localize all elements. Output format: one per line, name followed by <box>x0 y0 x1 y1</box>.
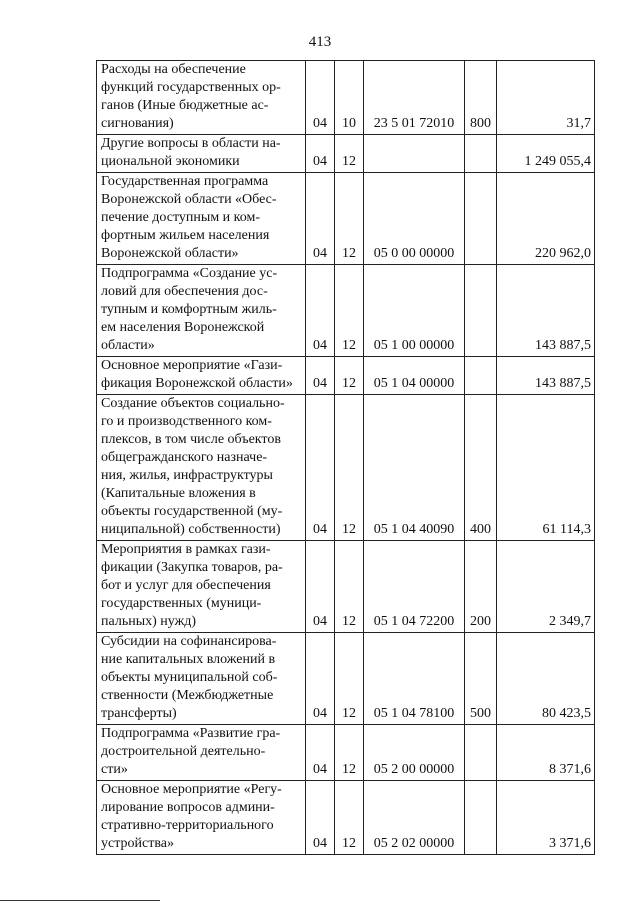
footnote-rule <box>0 900 160 901</box>
target-article-code: 05 1 04 72200 <box>364 541 465 633</box>
expense-name-line: фикация Воронежской области» <box>101 376 293 391</box>
subsection-code: 12 <box>335 781 364 855</box>
target-article-code: 05 1 04 40090 <box>364 395 465 541</box>
expense-name-line: объекты государственной (му- <box>101 504 283 519</box>
expense-name-line: Государственная программа <box>101 174 269 189</box>
expense-name-line: фортным жильем населения <box>101 228 270 243</box>
expense-name-line: ственности (Межбюджетные <box>101 688 274 703</box>
expense-type-code: 500 <box>465 633 497 725</box>
page-number: 413 <box>308 34 332 50</box>
expense-name-line: плексов, в том числе объектов <box>101 432 281 447</box>
section-code: 04 <box>306 395 335 541</box>
section-code: 04 <box>306 781 335 855</box>
expense-name <box>97 725 306 781</box>
table-row <box>97 395 595 541</box>
amount: 8 371,6 <box>497 725 595 781</box>
table-row <box>97 633 595 725</box>
subsection-code: 12 <box>335 541 364 633</box>
section-code: 04 <box>306 135 335 173</box>
section-code: 04 <box>306 265 335 357</box>
expense-name-line: функций государственных ор- <box>101 80 281 95</box>
table-row <box>97 265 595 357</box>
subsection-code: 12 <box>335 725 364 781</box>
expense-name-line: Воронежской области» <box>101 246 239 261</box>
section-code: 04 <box>306 61 335 135</box>
budget-table <box>96 60 595 855</box>
expense-name-line: тупным и комфортным жиль- <box>101 302 277 317</box>
subsection-code: 12 <box>335 265 364 357</box>
expense-name-line: пальных) нужд) <box>101 614 197 629</box>
expense-name-line: ние капитальных вложений в <box>101 652 276 667</box>
expense-name-line: сигнования) <box>101 116 174 131</box>
target-article-code: 05 1 04 78100 <box>364 633 465 725</box>
expense-name-line: печение доступным и ком- <box>101 210 261 225</box>
amount: 61 114,3 <box>497 395 595 541</box>
expense-name-line: ния, жилья, инфраструктуры <box>101 468 273 483</box>
expense-name-line: Расходы на обеспечение <box>101 62 246 77</box>
expense-name-line: го и производственного ком- <box>101 414 272 429</box>
expense-name-line: стративно-территориального <box>101 818 274 833</box>
budget-table-body <box>97 61 595 855</box>
table-row <box>97 725 595 781</box>
expense-name-line: объекты муниципальной соб- <box>101 670 278 685</box>
expense-type-code <box>465 357 497 395</box>
expense-name-line: Воронежской области «Обес- <box>101 192 277 207</box>
amount: 80 423,5 <box>497 633 595 725</box>
amount: 1 249 055,4 <box>497 135 595 173</box>
expense-name-line: Основное мероприятие «Регу- <box>101 782 282 797</box>
expense-name-line: устройства» <box>101 836 174 851</box>
table-row <box>97 61 595 135</box>
section-code: 04 <box>306 173 335 265</box>
expense-type-code: 400 <box>465 395 497 541</box>
section-code: 04 <box>306 541 335 633</box>
expense-name-line: области» <box>101 338 155 353</box>
table-row <box>97 541 595 633</box>
expense-name <box>97 173 306 265</box>
subsection-code: 10 <box>335 61 364 135</box>
amount: 143 887,5 <box>497 265 595 357</box>
expense-name-line: Мероприятия в рамках гази- <box>101 542 271 557</box>
expense-type-code <box>465 725 497 781</box>
expense-name-line: циональной экономики <box>101 154 240 169</box>
expense-name <box>97 541 306 633</box>
expense-name-line: Основное мероприятие «Гази- <box>101 358 283 373</box>
target-article-code: 05 2 02 00000 <box>364 781 465 855</box>
expense-name-line: достроительной деятельно- <box>101 744 266 759</box>
expense-name <box>97 395 306 541</box>
target-article-code: 05 1 00 00000 <box>364 265 465 357</box>
expense-name-line: Подпрограмма «Создание ус- <box>101 266 278 281</box>
expense-name-line: ниципальной) собственности) <box>101 522 281 537</box>
target-article-code: 05 1 04 00000 <box>364 357 465 395</box>
expense-name <box>97 61 306 135</box>
expense-name <box>97 781 306 855</box>
amount: 220 962,0 <box>497 173 595 265</box>
section-code: 04 <box>306 633 335 725</box>
expense-name <box>97 265 306 357</box>
expense-name <box>97 135 306 173</box>
expense-name <box>97 633 306 725</box>
target-article-code: 05 2 00 00000 <box>364 725 465 781</box>
expense-name-line: Подпрограмма «Развитие гра- <box>101 726 281 741</box>
table-row <box>97 781 595 855</box>
expense-name-line: государственных (муници- <box>101 596 262 611</box>
expense-name-line: бот и услуг для обеспечения <box>101 578 271 593</box>
expense-name-line: общегражданского назначе- <box>101 450 268 465</box>
expense-name-line: Другие вопросы в области на- <box>101 136 281 151</box>
table-row <box>97 357 595 395</box>
expense-name-line: лирование вопросов админи- <box>101 800 275 815</box>
expense-name-line: ловий для обеспечения дос- <box>101 284 268 299</box>
expense-name-line: трансферты) <box>101 706 177 721</box>
expense-type-code: 200 <box>465 541 497 633</box>
amount: 143 887,5 <box>497 357 595 395</box>
table-row <box>97 173 595 265</box>
subsection-code: 12 <box>335 395 364 541</box>
expense-name-line: ем населения Воронежской <box>101 320 265 335</box>
target-article-code: 05 0 00 00000 <box>364 173 465 265</box>
expense-name-line: Субсидии на софинансирова- <box>101 634 277 649</box>
expense-type-code: 800 <box>465 61 497 135</box>
section-code: 04 <box>306 357 335 395</box>
expense-type-code <box>465 135 497 173</box>
expense-name-line: ганов (Иные бюджетные ас- <box>101 98 269 113</box>
section-code: 04 <box>306 725 335 781</box>
subsection-code: 12 <box>335 173 364 265</box>
subsection-code: 12 <box>335 135 364 173</box>
table-row <box>97 135 595 173</box>
subsection-code: 12 <box>335 357 364 395</box>
expense-type-code <box>465 173 497 265</box>
expense-type-code <box>465 265 497 357</box>
expense-type-code <box>465 781 497 855</box>
subsection-code: 12 <box>335 633 364 725</box>
expense-name-line: сти» <box>101 762 128 777</box>
amount: 2 349,7 <box>497 541 595 633</box>
amount: 31,7 <box>497 61 595 135</box>
amount: 3 371,6 <box>497 781 595 855</box>
target-article-code <box>364 135 465 173</box>
target-article-code: 23 5 01 72010 <box>364 61 465 135</box>
expense-name-line: фикации (Закупка товаров, ра- <box>101 560 283 575</box>
expense-name-line: (Капитальные вложения в <box>101 486 256 501</box>
expense-name-line: Создание объектов социально- <box>101 396 285 411</box>
expense-name <box>97 357 306 395</box>
